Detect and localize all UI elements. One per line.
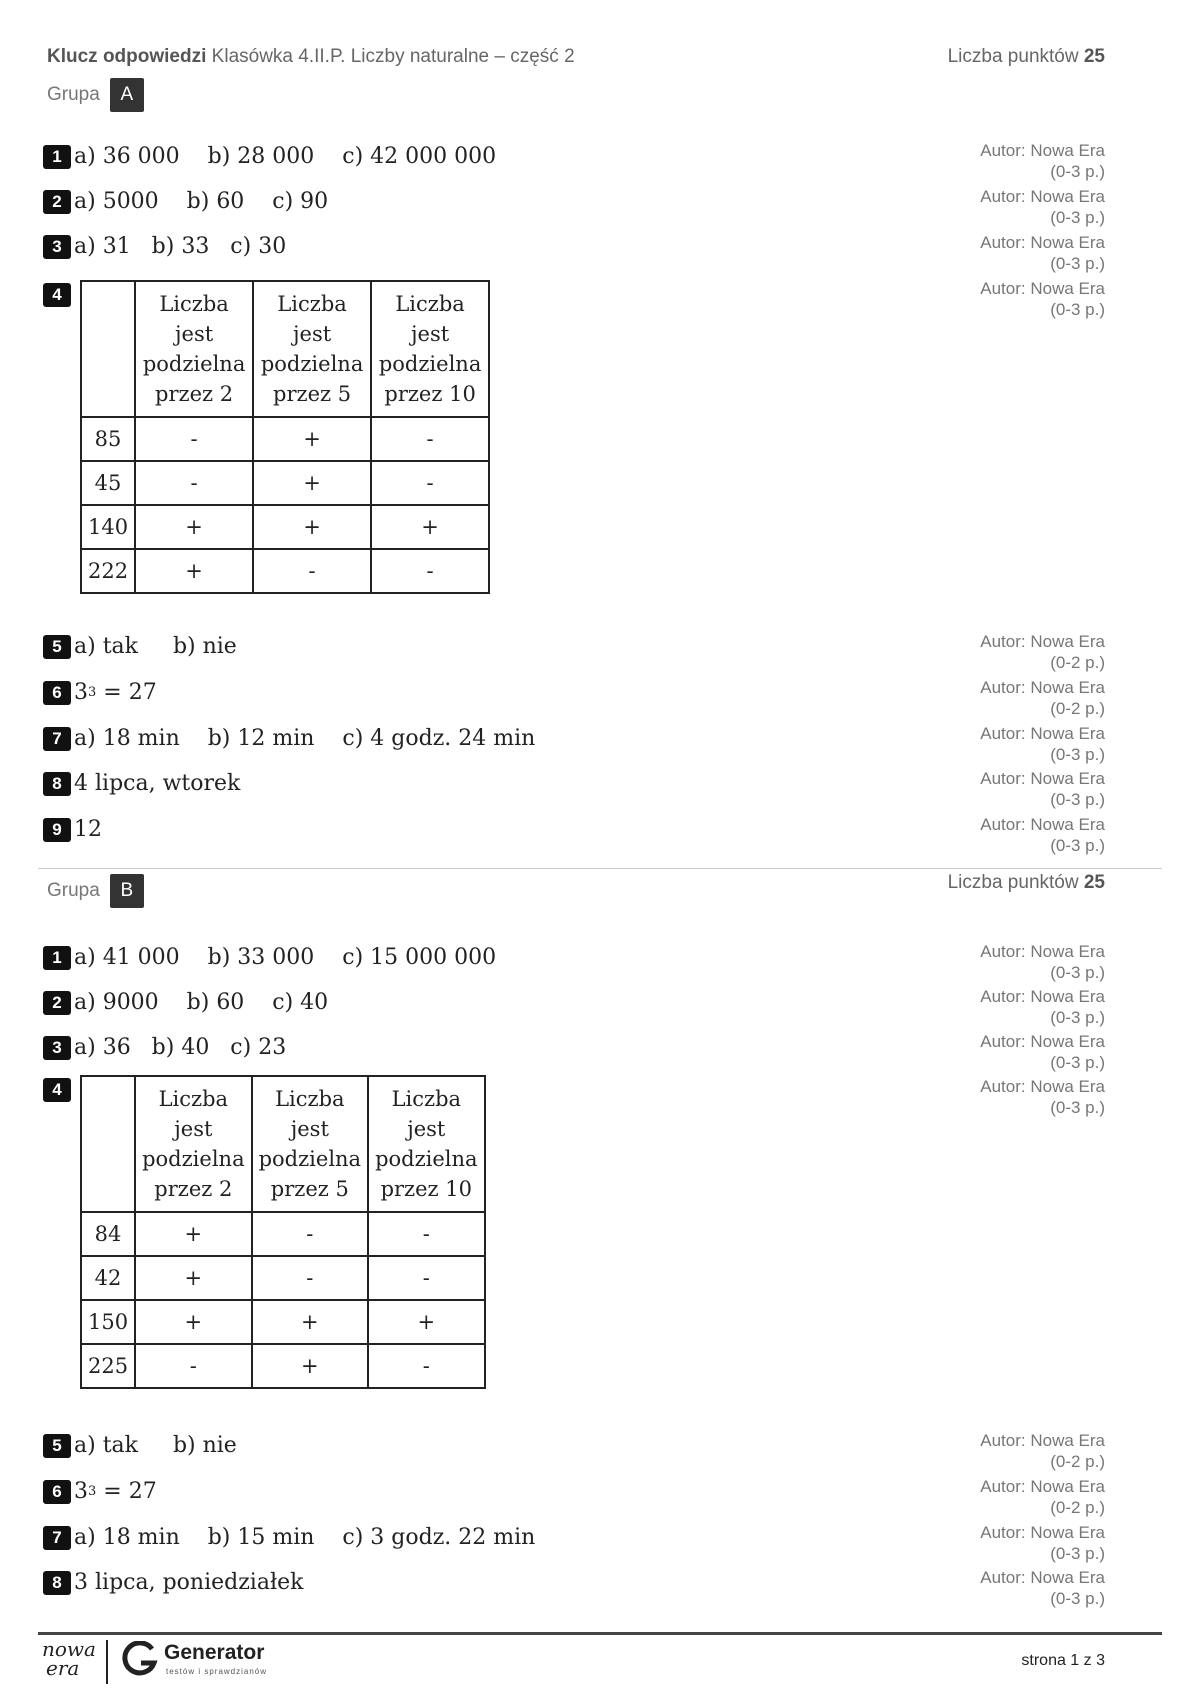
points-range: (0-2 p.) <box>1050 653 1105 672</box>
points-range: (0-3 p.) <box>1050 300 1105 319</box>
meta-a-8 <box>980 768 1105 810</box>
mark-cell: - <box>368 1212 484 1256</box>
answer-power-exponent: 3 <box>88 1484 97 1499</box>
generator-title: Generator <box>164 1641 265 1664</box>
points-range: (0-3 p.) <box>1050 162 1105 181</box>
question-number: 1 <box>43 145 71 169</box>
question-number: 8 <box>43 1571 71 1595</box>
number-cell: 42 <box>81 1256 135 1300</box>
points-range: (0-3 p.) <box>1050 1589 1105 1608</box>
answer-a-2 <box>43 189 328 214</box>
answer-a-5 <box>43 634 237 659</box>
answer-b-6 <box>43 1479 157 1504</box>
total-points-b <box>948 872 1105 894</box>
meta-a-9 <box>980 814 1105 856</box>
mark-cell: - <box>371 461 489 505</box>
group-letter-badge: B <box>110 874 144 908</box>
mark-cell: - <box>252 1212 368 1256</box>
author: Autor: Nowa Era <box>980 141 1105 160</box>
answer-text: a) 31 b) 33 c) 30 <box>74 234 287 259</box>
points-range: (0-2 p.) <box>1050 1452 1105 1471</box>
mark-cell: - <box>252 1256 368 1300</box>
question-number: 5 <box>43 635 71 659</box>
points-label: Liczba punktów <box>947 46 1079 67</box>
answer-a-9 <box>43 817 102 842</box>
group-a-heading <box>47 78 144 112</box>
question-number: 3 <box>43 1036 71 1060</box>
answer-b-8 <box>43 1570 303 1595</box>
mark-cell: - <box>135 1344 251 1388</box>
answer-a-8 <box>43 771 240 796</box>
question-number: 9 <box>43 818 71 842</box>
mark-cell: - <box>253 549 371 593</box>
answer-b-3 <box>43 1035 286 1060</box>
points-range: (0-3 p.) <box>1050 1053 1105 1072</box>
number-cell: 85 <box>81 417 135 461</box>
answer-a-6 <box>43 680 157 705</box>
author: Autor: Nowa Era <box>980 1477 1105 1496</box>
mark-cell: + <box>253 461 371 505</box>
meta-b-8 <box>980 1567 1105 1609</box>
meta-b-4 <box>980 1076 1105 1118</box>
group-label: Grupa <box>47 84 100 105</box>
mark-cell: + <box>135 1300 251 1344</box>
author: Autor: Nowa Era <box>980 942 1105 961</box>
divisibility-table-b <box>80 1075 486 1389</box>
mark-cell: + <box>253 505 371 549</box>
mark-cell: + <box>135 1256 251 1300</box>
meta-b-6 <box>980 1476 1105 1518</box>
answer-text: a) 36 000 b) 28 000 c) 42 000 000 <box>74 144 497 169</box>
group-separator <box>38 868 1162 869</box>
logo-line-1: nowa <box>42 1637 96 1661</box>
points-range: (0-3 p.) <box>1050 745 1105 764</box>
mark-cell: + <box>253 417 371 461</box>
corner-cell <box>81 1076 135 1212</box>
answer-a-7 <box>43 726 535 751</box>
question-number-a-4: 4 <box>43 283 71 307</box>
points-label: Liczba punktów <box>947 872 1079 893</box>
question-number: 6 <box>43 681 71 705</box>
answer-text: a) 18 min b) 15 min c) 3 godz. 22 min <box>74 1525 536 1550</box>
answer-power-base: 3 <box>74 680 88 705</box>
answer-a-1 <box>43 144 496 169</box>
question-number: 1 <box>43 946 71 970</box>
points-value: 25 <box>1083 872 1105 893</box>
answer-text: a) tak b) nie <box>74 1433 237 1458</box>
question-number: 5 <box>43 1434 71 1458</box>
question-number: 7 <box>43 1526 71 1550</box>
mark-cell: - <box>371 549 489 593</box>
total-points-a <box>948 46 1105 68</box>
mark-cell: + <box>371 505 489 549</box>
author: Autor: Nowa Era <box>980 632 1105 651</box>
mark-cell: + <box>135 505 253 549</box>
question-number: 2 <box>43 190 71 214</box>
answer-a-3 <box>43 234 286 259</box>
meta-a-2 <box>980 186 1105 228</box>
test-title: Klasówka 4.II.P. Liczby naturalne – część 2 <box>211 46 575 67</box>
meta-b-7 <box>980 1522 1105 1564</box>
nowa-era-logo <box>42 1637 96 1680</box>
mark-cell: - <box>135 417 253 461</box>
generator-g-icon <box>122 1641 158 1677</box>
meta-a-5 <box>980 631 1105 673</box>
author: Autor: Nowa Era <box>980 1032 1105 1051</box>
question-number: 3 <box>43 235 71 259</box>
answer-b-1 <box>43 945 496 970</box>
answer-power-base: 3 <box>74 1479 88 1504</box>
author: Autor: Nowa Era <box>980 1431 1105 1450</box>
answer-b-5 <box>43 1433 237 1458</box>
answer-text: a) tak b) nie <box>74 634 237 659</box>
answer-text: a) 18 min b) 12 min c) 4 godz. 24 min <box>74 726 536 751</box>
header-cell: Liczba jest podzielna przez 10 <box>371 281 489 417</box>
points-range: (0-3 p.) <box>1050 1544 1105 1563</box>
answer-text: 3 lipca, poniedziałek <box>74 1570 304 1595</box>
question-number: 2 <box>43 991 71 1015</box>
corner-cell <box>81 281 135 417</box>
meta-a-6 <box>980 677 1105 719</box>
group-letter-badge: A <box>110 78 144 112</box>
meta-a-4 <box>980 278 1105 320</box>
mark-cell: - <box>135 461 253 505</box>
answer-text: a) 36 b) 40 c) 23 <box>74 1035 287 1060</box>
author: Autor: Nowa Era <box>980 1523 1105 1542</box>
group-b-heading <box>47 874 144 908</box>
points-range: (0-3 p.) <box>1050 1008 1105 1027</box>
answer-text: a) 5000 b) 60 c) 90 <box>74 189 329 214</box>
header-cell: Liczba jest podzielna przez 5 <box>252 1076 368 1212</box>
mark-cell: + <box>252 1300 368 1344</box>
meta-b-2 <box>980 986 1105 1028</box>
author: Autor: Nowa Era <box>980 769 1105 788</box>
points-range: (0-3 p.) <box>1050 254 1105 273</box>
points-range: (0-3 p.) <box>1050 963 1105 982</box>
question-number: 8 <box>43 772 71 796</box>
points-range: (0-3 p.) <box>1050 208 1105 227</box>
answer-text: 4 lipca, wtorek <box>74 771 241 796</box>
mark-cell: + <box>135 549 253 593</box>
answer-power-exponent: 3 <box>88 685 97 700</box>
author: Autor: Nowa Era <box>980 1077 1105 1096</box>
number-cell: 45 <box>81 461 135 505</box>
answer-text: a) 41 000 b) 33 000 c) 15 000 000 <box>74 945 497 970</box>
number-cell: 222 <box>81 549 135 593</box>
meta-b-1 <box>980 941 1105 983</box>
points-range: (0-3 p.) <box>1050 790 1105 809</box>
mark-cell: - <box>368 1344 484 1388</box>
points-value: 25 <box>1083 46 1105 67</box>
footer-rule <box>38 1632 1162 1635</box>
meta-b-3 <box>980 1031 1105 1073</box>
answer-key-label: Klucz odpowiedzi <box>47 46 207 67</box>
points-range: (0-3 p.) <box>1050 1098 1105 1117</box>
answer-power-result: = 27 <box>96 680 157 705</box>
author: Autor: Nowa Era <box>980 1568 1105 1587</box>
page-number: strona 1 z 3 <box>1021 1652 1105 1669</box>
question-number: 7 <box>43 727 71 751</box>
author: Autor: Nowa Era <box>980 987 1105 1006</box>
author: Autor: Nowa Era <box>980 233 1105 252</box>
logo-line-2: era <box>46 1656 80 1680</box>
meta-a-1 <box>980 140 1105 182</box>
divisibility-table-a <box>80 280 490 594</box>
number-cell: 84 <box>81 1212 135 1256</box>
author: Autor: Nowa Era <box>980 279 1105 298</box>
generator-subtitle: testów i sprawdzianów <box>166 1667 268 1676</box>
answer-text: a) 9000 b) 60 c) 40 <box>74 990 329 1015</box>
meta-b-5 <box>980 1430 1105 1472</box>
answer-power-result: = 27 <box>96 1479 157 1504</box>
mark-cell: - <box>371 417 489 461</box>
answer-b-7 <box>43 1525 535 1550</box>
author: Autor: Nowa Era <box>980 678 1105 697</box>
logo-divider <box>106 1640 108 1684</box>
header-cell: Liczba jest podzielna przez 2 <box>135 1076 251 1212</box>
mark-cell: + <box>252 1344 368 1388</box>
points-range: (0-2 p.) <box>1050 1498 1105 1517</box>
author: Autor: Nowa Era <box>980 187 1105 206</box>
points-range: (0-2 p.) <box>1050 699 1105 718</box>
meta-a-7 <box>980 723 1105 765</box>
document-header <box>47 46 575 68</box>
header-cell: Liczba jest podzielna przez 5 <box>253 281 371 417</box>
answer-b-2 <box>43 990 328 1015</box>
mark-cell: + <box>135 1212 251 1256</box>
author: Autor: Nowa Era <box>980 815 1105 834</box>
answer-text: 12 <box>74 817 102 842</box>
mark-cell: - <box>368 1256 484 1300</box>
author: Autor: Nowa Era <box>980 724 1105 743</box>
mark-cell: + <box>368 1300 484 1344</box>
question-number-b-4: 4 <box>43 1078 71 1102</box>
meta-a-3 <box>980 232 1105 274</box>
header-cell: Liczba jest podzielna przez 10 <box>368 1076 484 1212</box>
number-cell: 150 <box>81 1300 135 1344</box>
group-label: Grupa <box>47 880 100 901</box>
header-cell: Liczba jest podzielna przez 2 <box>135 281 253 417</box>
points-range: (0-3 p.) <box>1050 836 1105 855</box>
number-cell: 225 <box>81 1344 135 1388</box>
number-cell: 140 <box>81 505 135 549</box>
question-number: 6 <box>43 1480 71 1504</box>
